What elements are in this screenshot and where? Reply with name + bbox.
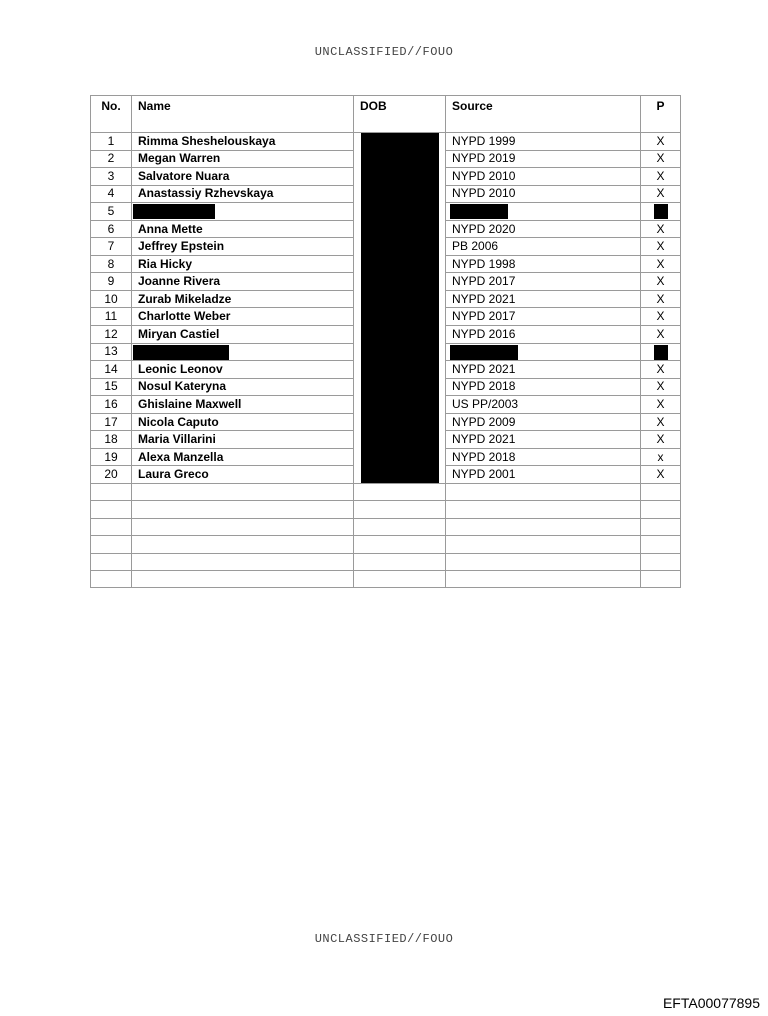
row-p-mark: X [641,238,681,256]
row-source: NYPD 2017 [446,273,641,291]
table-body [91,133,681,588]
row-p-mark: X [641,220,681,238]
row-number: 2 [91,150,132,168]
row-name: Megan Warren [132,150,354,168]
empty-row [91,536,681,553]
empty-cell [91,484,132,501]
column-header-no-label: No. [101,99,121,113]
row-number: 3 [91,168,132,186]
row-name: Leonic Leonov [132,361,354,379]
empty-cell [132,484,354,501]
row-name: Anna Mette [132,220,354,238]
row-number: 9 [91,273,132,291]
row-number: 5 [91,203,132,221]
empty-cell [354,518,446,535]
row-name: Nicola Caputo [132,413,354,431]
empty-row [91,570,681,587]
row-source: US PP/2003 [446,396,641,414]
redaction-box [133,345,229,360]
row-number: 4 [91,185,132,203]
empty-cell [91,536,132,553]
empty-cell [354,570,446,587]
row-name: Ghislaine Maxwell [132,396,354,414]
column-header-p: P [641,96,681,133]
redaction-box [450,345,518,360]
row-p-mark: X [641,466,681,484]
row-source: NYPD 2020 [446,220,641,238]
row-p-mark: X [641,168,681,186]
redaction-box [654,345,668,360]
column-header-name: Name [132,96,354,133]
row-number: 11 [91,308,132,326]
empty-cell [132,536,354,553]
empty-cell [641,501,681,518]
row-p-mark: X [641,431,681,449]
header-classification: UNCLASSIFIED//FOUO [314,45,454,59]
row-number: 16 [91,396,132,414]
row-number: 13 [91,343,132,361]
row-source: NYPD 2001 [446,466,641,484]
row-number: 14 [91,361,132,379]
row-number: 7 [91,238,132,256]
empty-cell [641,536,681,553]
redaction-box [450,204,508,219]
row-source: NYPD 2018 [446,378,641,396]
row-source: PB 2006 [446,238,641,256]
empty-cell [132,553,354,570]
row-number: 20 [91,466,132,484]
row-number: 12 [91,326,132,344]
row-name-redacted [132,203,354,221]
table-header-row [91,96,681,133]
empty-cell [354,484,446,501]
row-source: NYPD 1998 [446,255,641,273]
redaction-box [361,133,439,483]
row-name: Maria Villarini [132,431,354,449]
row-p-mark: X [641,290,681,308]
row-p-mark: X [641,361,681,379]
row-source: NYPD 2018 [446,448,641,466]
row-source-redacted [446,343,641,361]
empty-cell [132,570,354,587]
empty-cell [91,501,132,518]
empty-cell [354,501,446,518]
bates-number: EFTA00077895 [662,995,760,1011]
row-p-mark: X [641,308,681,326]
row-p-mark: X [641,396,681,414]
row-name: Charlotte Weber [132,308,354,326]
row-name: Jeffrey Epstein [132,238,354,256]
row-source: NYPD 2019 [446,150,641,168]
roster-table [90,95,681,588]
row-name: Alexa Manzella [132,448,354,466]
row-name: Nosul Kateryna [132,378,354,396]
row-name: Anastassiy Rzhevskaya [132,185,354,203]
column-header-no [91,96,132,133]
row-name-redacted [132,343,354,361]
row-source: NYPD 1999 [446,133,641,151]
empty-cell [446,536,641,553]
row-source: NYPD 2010 [446,185,641,203]
row-number: 10 [91,290,132,308]
empty-cell [641,484,681,501]
column-header-source: Source [446,96,641,133]
empty-cell [132,501,354,518]
empty-cell [446,570,641,587]
empty-cell [91,570,132,587]
row-name: Miryan Castiel [132,326,354,344]
row-source-redacted [446,203,641,221]
row-p-mark: X [641,413,681,431]
row-source: NYPD 2010 [446,168,641,186]
footer-classification: UNCLASSIFIED//FOUO [314,932,454,946]
row-p-mark: X [641,255,681,273]
column-header-dob: DOB [354,96,446,133]
row-number: 18 [91,431,132,449]
redaction-box [133,204,215,219]
row-number: 6 [91,220,132,238]
row-name: Rimma Sheshelouskaya [132,133,354,151]
empty-cell [446,518,641,535]
empty-cell [132,518,354,535]
row-p-mark: x [641,448,681,466]
row-p-mark: X [641,326,681,344]
row-p-redacted [641,203,681,221]
row-p-mark: X [641,185,681,203]
dob-column-redacted [354,133,446,484]
empty-cell [354,536,446,553]
empty-row [91,553,681,570]
row-name: Joanne Rivera [132,273,354,291]
row-number: 15 [91,378,132,396]
empty-cell [446,501,641,518]
row-name: Ria Hicky [132,255,354,273]
row-source: NYPD 2021 [446,361,641,379]
table-row [91,133,681,151]
empty-cell [641,518,681,535]
empty-row [91,518,681,535]
row-name: Zurab Mikeladze [132,290,354,308]
empty-cell [641,570,681,587]
row-number: 8 [91,255,132,273]
row-source: NYPD 2017 [446,308,641,326]
row-p-redacted [641,343,681,361]
empty-cell [641,553,681,570]
empty-cell [354,553,446,570]
empty-cell [91,518,132,535]
row-source: NYPD 2009 [446,413,641,431]
empty-row [91,484,681,501]
redaction-box [654,204,668,219]
empty-row [91,501,681,518]
row-source: NYPD 2021 [446,290,641,308]
row-p-mark: X [641,133,681,151]
row-p-mark: X [641,150,681,168]
row-name: Salvatore Nuara [132,168,354,186]
row-source: NYPD 2016 [446,326,641,344]
row-source: NYPD 2021 [446,431,641,449]
row-number: 19 [91,448,132,466]
row-name: Laura Greco [132,466,354,484]
empty-cell [91,553,132,570]
empty-cell [446,553,641,570]
row-p-mark: X [641,378,681,396]
row-number: 1 [91,133,132,151]
row-number: 17 [91,413,132,431]
row-p-mark: X [641,273,681,291]
empty-cell [446,484,641,501]
